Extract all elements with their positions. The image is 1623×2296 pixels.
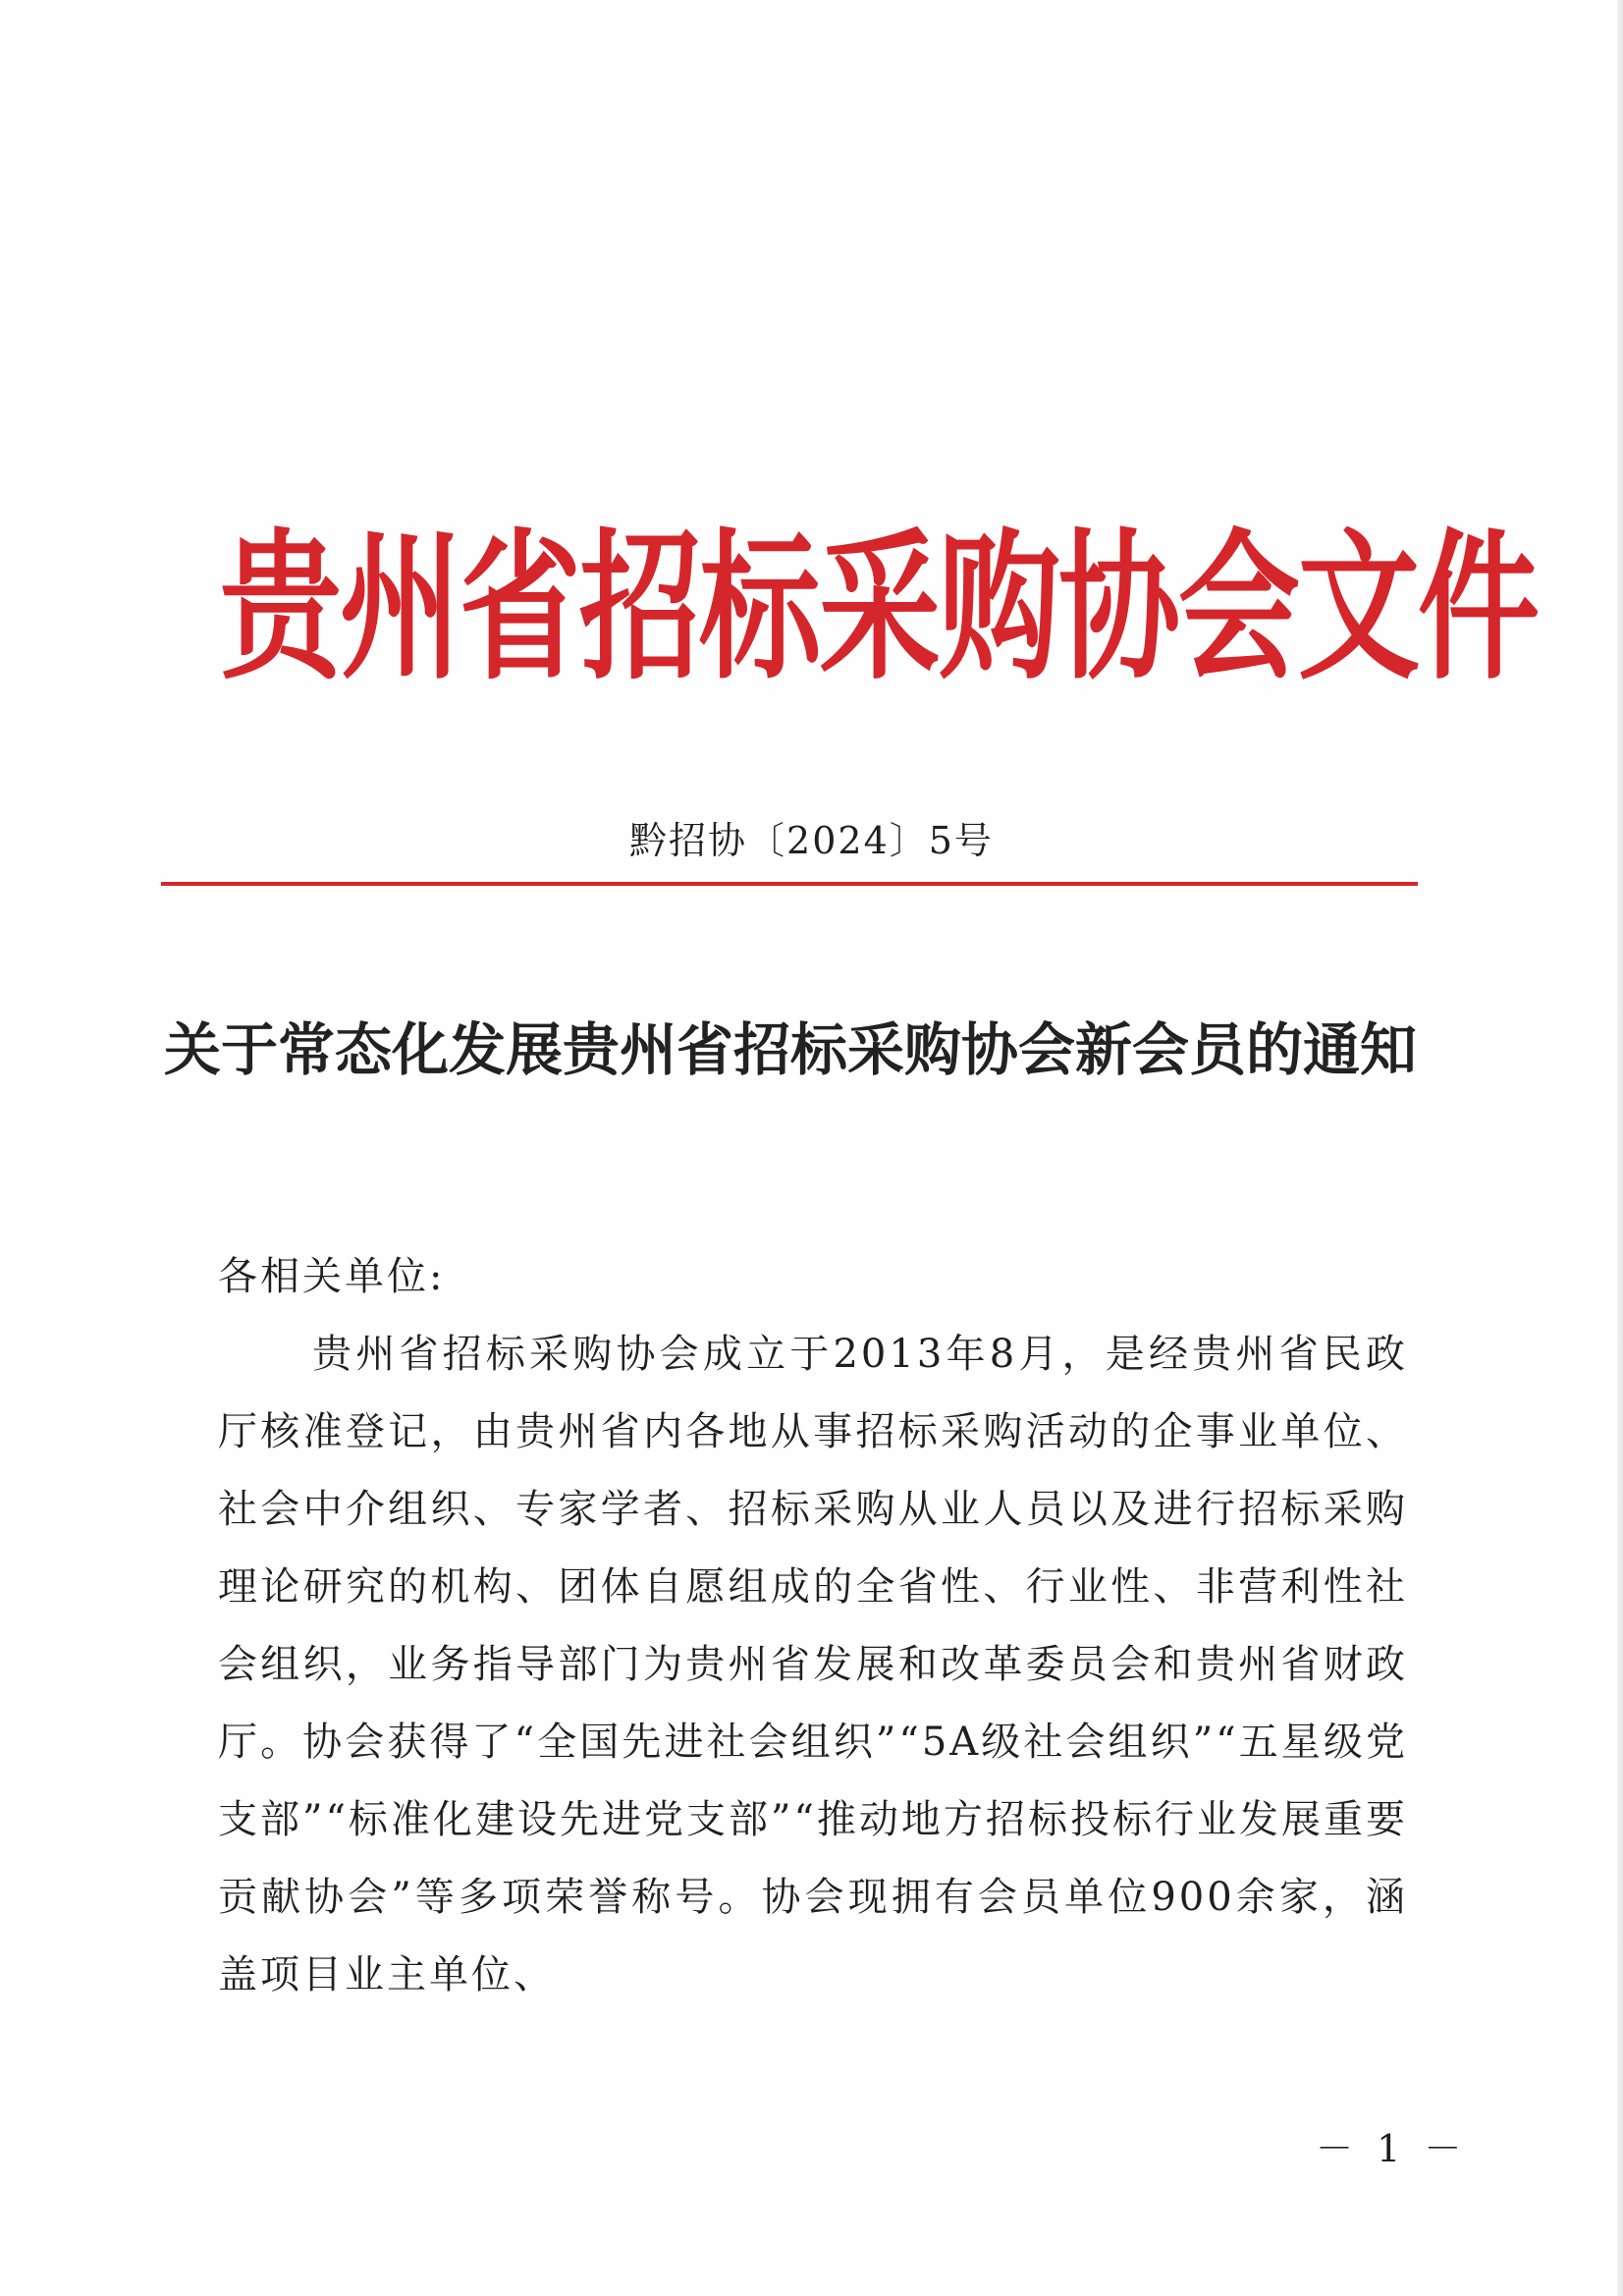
page-number: － 1 － bbox=[1316, 2127, 1468, 2170]
red-divider-line bbox=[161, 882, 1418, 886]
salutation: 各相关单位: bbox=[218, 1254, 446, 1299]
scan-edge-shadow bbox=[1617, 0, 1623, 2296]
notice-title: 关于常态化发展贵州省招标采购协会新会员的通知 bbox=[163, 1016, 1417, 1083]
letterhead-title: 贵州省招标采购协会文件 bbox=[220, 514, 1539, 703]
document-number: 黔招协〔2024〕5号 bbox=[629, 819, 994, 862]
body-paragraph: 贵州省招标采购协会成立于2013年8月，是经贵州省民政厅核准登记，由贵州省内各地从事招标采购活动的企事业单位、社会中介组织、专家学者、招标采购从业人员以及进行招标采购理论研究的机构、团体自愿组成的全省性、行业性、非营利性社会组织，业务指导部门为贵州省发展和改革委员会和贵州省财政厅。协会获得了“全国先进社会组织”“5A级社会组织”“五星级党支部”“标准化建设先进党支部”“推动地方招标投标行业发展重要贡献协会”等多项荣誉称号。协会现拥有会员单位900余家，涵盖项目业主单位、 bbox=[218, 1332, 1408, 1997]
